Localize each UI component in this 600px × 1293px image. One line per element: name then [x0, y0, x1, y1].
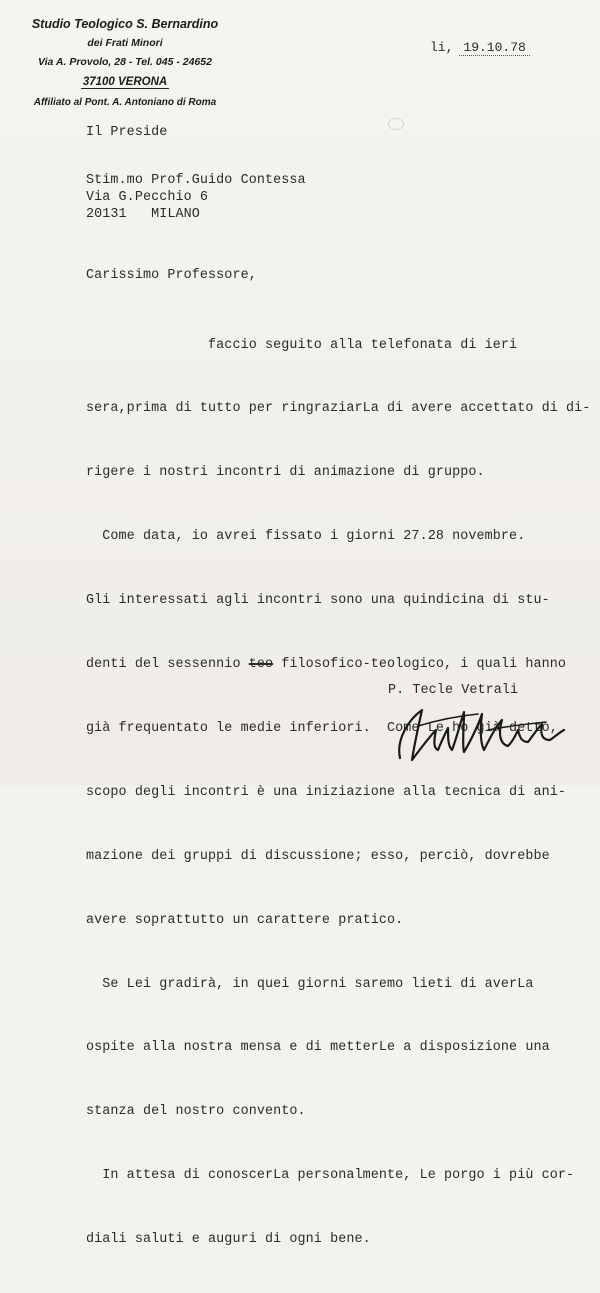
institution-city: [0, 72, 250, 92]
body-line: Come data, io avrei fissato i giorni 27.28 novembre.: [86, 529, 526, 545]
date-prefix: li,: [430, 40, 454, 55]
letter-body: [86, 292, 590, 1293]
institution-city-text: 37100 VERONA: [82, 76, 168, 88]
recipient-name: Stim.mo Prof.Guido Contessa: [86, 173, 306, 188]
body-line: Gli interessati agli incontri sono una quindicina di stu-: [86, 593, 550, 609]
handwritten-signature: [378, 700, 588, 770]
institution-address: Via A. Provolo, 28 - Tel. 045 - 24652: [38, 56, 212, 68]
recipient-city: 20131 MILANO: [86, 207, 200, 222]
body-line: rigere i nostri incontri di animazione di gruppo.: [86, 465, 485, 481]
letterhead: [0, 14, 250, 114]
salutation: Carissimo Professore,: [86, 268, 257, 283]
body-line: già frequentato le medie inferiori. Come Le ho già detto,: [86, 720, 558, 736]
body-line: avere soprattutto un carattere pratico.: [86, 912, 404, 928]
body-line: mazione dei gruppi di discussione; esso, perciò, dovrebbe: [86, 848, 550, 864]
body-line: [86, 654, 590, 675]
body-line: diali saluti e auguri di ogni bene.: [86, 1232, 371, 1248]
institution-name: Studio Teologico S. Bernardino: [31, 17, 219, 31]
body-line-part: filosofico-teologico, i quali hanno: [273, 657, 567, 673]
date-value: 19.10.78: [459, 40, 529, 56]
recipient-address: [86, 172, 306, 223]
body-line: faccio seguito alla telefonata di ieri: [86, 337, 518, 353]
struck-word: teo: [248, 657, 274, 673]
body-line: Se Lei gradirà, in quei giorni saremo lieti di averLa: [86, 976, 534, 992]
institution-affiliation: Affiliato al Pont. A. Antoniano di Roma: [33, 97, 217, 108]
body-line-part: denti del sessennio: [86, 657, 249, 673]
body-line: In attesa di conoscerLa personalmente, Le porgo i più cor-: [86, 1168, 575, 1184]
recipient-street: Via G.Pecchio 6: [86, 190, 209, 205]
body-line: stanza del nostro convento.: [86, 1104, 306, 1120]
paper-mark: [388, 118, 404, 130]
signer-name: P. Tecle Vetrali: [388, 683, 519, 698]
body-line: sera,prima di tutto per ringraziarLa di avere accettato di di-: [86, 401, 591, 417]
sender-title: Il Preside: [86, 125, 168, 140]
letter-date: [430, 40, 530, 56]
institution-order: dei Frati Minori: [87, 37, 163, 49]
body-line: scopo degli incontri è una iniziazione alla tecnica di ani-: [86, 784, 567, 800]
body-line: ospite alla nostra mensa e di metterLe a disposizione una: [86, 1040, 550, 1056]
